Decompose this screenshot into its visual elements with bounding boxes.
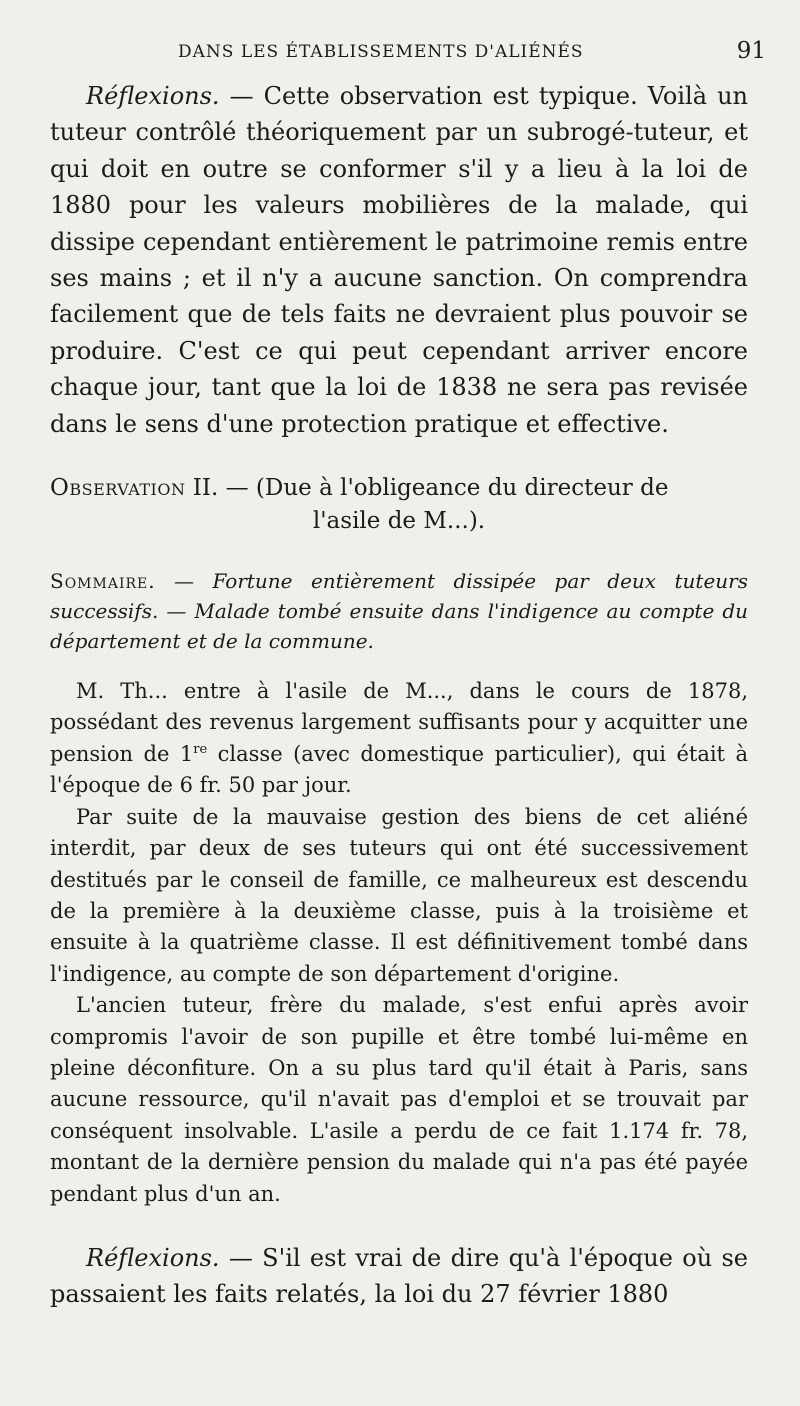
running-head: DANS LES ÉTABLISSEMENTS D'ALIÉNÉS: [178, 42, 584, 62]
observation-heading: [50, 472, 748, 505]
page-body: [50, 78, 748, 1313]
superscript-re: re: [193, 741, 208, 757]
sommaire-label: Sommaire.: [50, 569, 156, 594]
reflexions-label-2: Réflexions.: [86, 1243, 220, 1272]
reflexions-paragraph-1: [50, 78, 748, 442]
reflexions-text-2: — S'il est vrai de dire qu'à l'époque où se passaient les faits relatés, la loi du 27 février 1880: [50, 1243, 748, 1309]
observation-tail: l'asile de M...).: [312, 508, 486, 535]
sommaire-text: Fortune entièrement dissipée par deux tuteurs successifs. — Malade tombé ensuite dans l'indigence au compte du département et de la commune.: [50, 569, 749, 654]
paragraph-mth-a: M. Th... entre à l'asile de M..., dans le cours de 1878, possédant des revenus largement suffisants pour y acquitter une pension de 1: [50, 679, 748, 766]
observation-tail-line: [50, 505, 748, 538]
page-header: [178, 38, 770, 68]
page-number: 91: [736, 38, 766, 64]
paragraph-mth: [50, 676, 748, 802]
reflexions-label-1: Réflexions.: [86, 82, 220, 110]
sommaire-paragraph: [50, 566, 748, 656]
paragraph-tuteur: L'ancien tuteur, frère du malade, s'est enfui après avoir compromis l'avoir de son pupille et être tombé lui-même en pleine déconfiture. On a su plus tard qu'il était à Paris, sans aucune ressource, qu'il n'avait pas d'emploi et se trouvait par conséquent insolvable. L'asile a perdu de ce fait 1.174 fr. 78, montant de la dernière pension du malade qui n'a pas été payée pendant plus d'un an.: [50, 993, 748, 1206]
reflexions-text-1: — Cette observation est typique. Voilà un tuteur contrôlé théoriquement par un subrogé-tuteur, et qui doit en outre se conformer s'il y a lieu à la loi de 1880 pour les valeurs mobilières de la malade, qui dissipe cependant entièrement le patrimoine remis entre ses mains ; et il n'y a aucune sanction. On comprendra facilement que de tels faits ne devraient plus pouvoir se produire. C'est ce qui peut cependant arriver encore chaque jour, tant que la loi de 1838 ne sera pas revisée dans le sens d'une protection pratique et effective.: [50, 82, 748, 438]
paragraph-mth-b: classe (avec domestique particulier), qui était à l'époque de 6 fr. 50 par jour.: [50, 741, 748, 798]
reflexions-paragraph-2: [50, 1240, 748, 1313]
paragraph-gestion: Par suite de la mauvaise gestion des biens de cet aliéné interdit, par deux de ses tuteurs qui ont été successivement destitués par le conseil de famille, ce malheureux est descendu de la première à la deuxième classe, puis à la troisième et ensuite à la quatrième classe. Il est définitivement tombé dans l'indigence, au compte de son département d'origine.: [50, 804, 748, 986]
observation-label: Observation: [50, 475, 186, 502]
observation-number: II. — (Due à l'obligeance du directeur de: [185, 475, 669, 502]
sommaire-dash: —: [155, 569, 213, 594]
